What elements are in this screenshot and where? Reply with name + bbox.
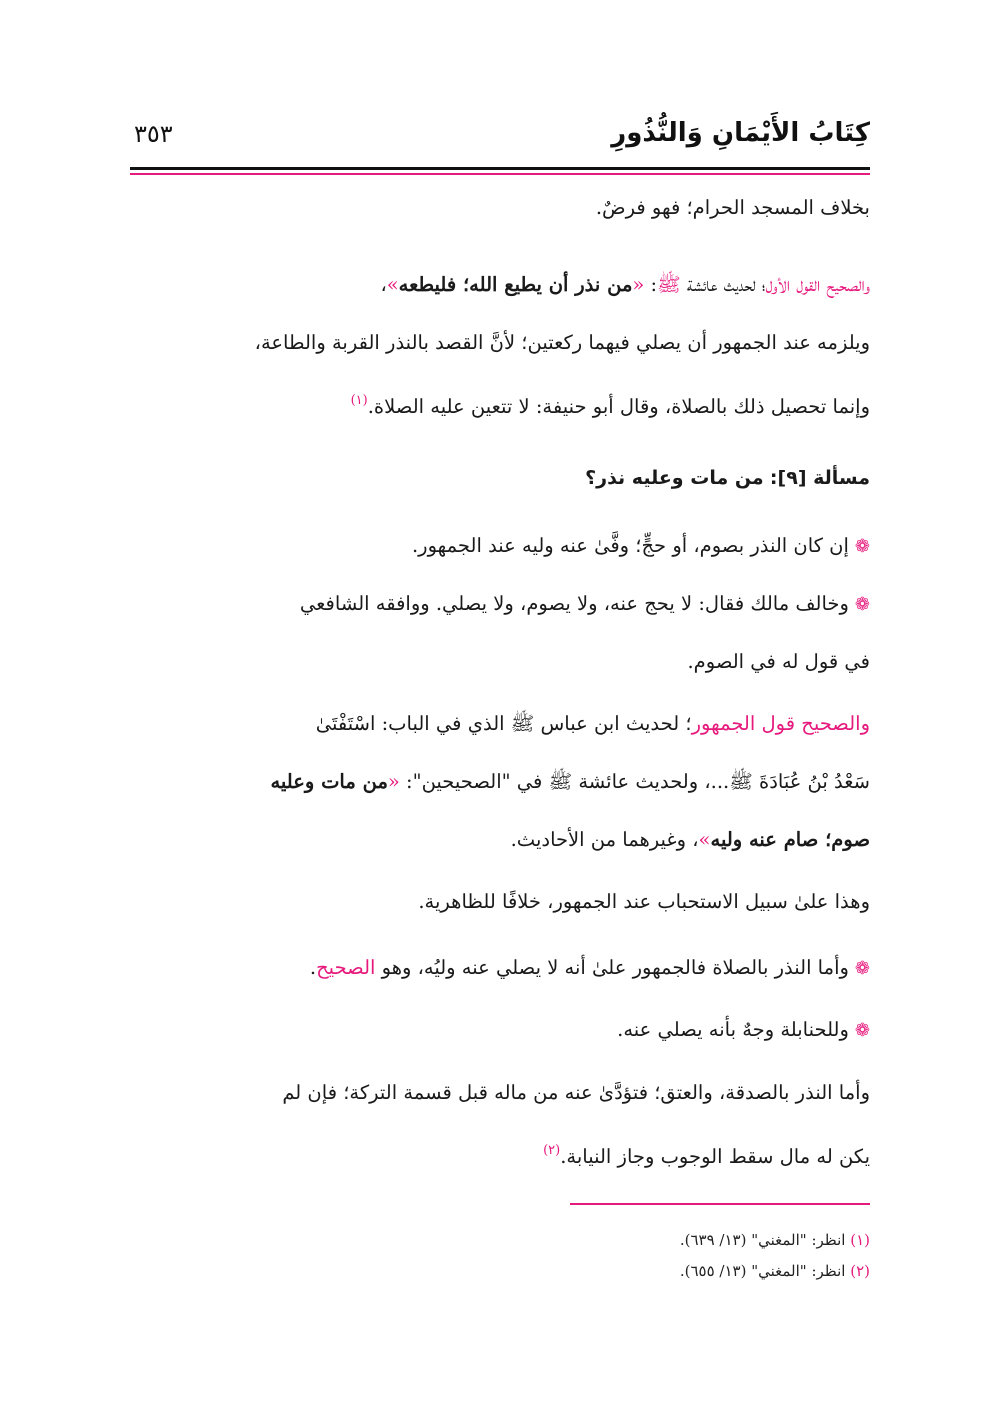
paragraph-line: سَعْدُ بْنُ عُبَادَةَ ﷺ...، ولحديث عائشة ﷺ في "الصحيحين": «من مات وعليه bbox=[270, 770, 870, 793]
bullet-item: ❁وأما النذر بالصلاة فالجمهور علىٰ أنه لا يصلي عنه وليُه، وهو الصحيح. bbox=[309, 956, 870, 979]
flower-bullet-icon: ❁ bbox=[854, 594, 870, 615]
flower-bullet-icon: ❁ bbox=[854, 1020, 870, 1041]
paragraph-line: يكن له مال سقط الوجوب وجاز النيابة.$^{(٢)}$ bbox=[543, 1143, 870, 1168]
header-rule bbox=[130, 167, 870, 170]
paragraph-line: ويلزمه عند الجمهور أن يصلي فيهما ركعتين؛ لأنَّ القصد بالنذر القربة والطاعة، bbox=[254, 331, 870, 354]
book-title: كِتَابُ الأَيْمَانِ وَالنُّذُورِ bbox=[611, 118, 870, 148]
paragraph-line: صوم؛ صام عنه وليه»، وغيرهما من الأحاديث. bbox=[510, 828, 870, 851]
paragraph-line: في قول له في الصوم. bbox=[687, 650, 870, 673]
footnote bbox=[470, 1228, 870, 1252]
flower-bullet-icon: ❁ bbox=[854, 958, 870, 979]
page-header bbox=[134, 118, 870, 158]
footnote-text: انظر: "المغني" (١٣/ ٦٣٩). bbox=[679, 1231, 846, 1249]
footnote bbox=[470, 1259, 870, 1283]
hadith-quote: من نذر أن يطيع الله؛ فليطعه bbox=[398, 273, 633, 296]
ruling-label: والصحيح قول الجمهور bbox=[691, 712, 870, 735]
footnote-ref[interactable]: (١) bbox=[350, 393, 368, 408]
paragraph-line: وهذا علىٰ سبيل الاستحباب عند الجمهور، خلافًا للظاهرية. bbox=[418, 890, 870, 913]
paragraph-line: والصحيح القول الأول؛ لحديث عائشة ﷺ: «من نذر أن يطيع الله؛ فليطعه»، bbox=[380, 273, 870, 296]
bullet-item: ❁إن كان النذر بصوم، أو حجٍّ؛ وفَّىٰ عنه وليه عند الجمهور. bbox=[411, 534, 870, 557]
bullet-item: ❁وخالف مالك فقال: لا يحج عنه، ولا يصوم، ولا يصلي. ووافقه الشافعي bbox=[299, 592, 870, 615]
footnote-text: انظر: "المغني" (١٣/ ٦٥٥). bbox=[679, 1262, 846, 1280]
footnote-number: (٢) bbox=[850, 1262, 870, 1280]
bullet-item: ❁وللحنابلة وجهٌ بأنه يصلي عنه. bbox=[617, 1018, 870, 1041]
issue-question: من مات وعليه نذر؟ bbox=[585, 467, 764, 489]
paragraph-line: وأما النذر بالصدقة، والعتق؛ فتؤدَّىٰ عنه من ماله قبل قسمة التركة؛ فإن لم bbox=[282, 1081, 870, 1104]
footnote-separator bbox=[570, 1203, 870, 1205]
honorific-glyph: ﷺ bbox=[657, 273, 681, 296]
ruling-label: والصحيح القول الأول bbox=[765, 273, 870, 296]
page-number: ٣٥٣ bbox=[134, 120, 173, 148]
flower-bullet-icon: ❁ bbox=[854, 536, 870, 557]
footnote-ref[interactable]: (٢) bbox=[543, 1143, 561, 1158]
paragraph-line: والصحيح قول الجمهور؛ لحديث ابن عباس ﷺ الذي في الباب: اسْتَفْتَىٰ bbox=[315, 712, 870, 735]
issue-heading: مسألة [٩]: من مات وعليه نذر؟ bbox=[585, 467, 870, 489]
header-rule-accent bbox=[130, 173, 870, 175]
footnote-number: (١) bbox=[850, 1231, 870, 1249]
paragraph-line: وإنما تحصيل ذلك بالصلاة، وقال أبو حنيفة: لا تتعين عليه الصلاة.$^{(١)}$ bbox=[350, 393, 870, 418]
paragraph-line: بخلاف المسجد الحرام؛ فهو فرضٌ. bbox=[595, 196, 870, 219]
